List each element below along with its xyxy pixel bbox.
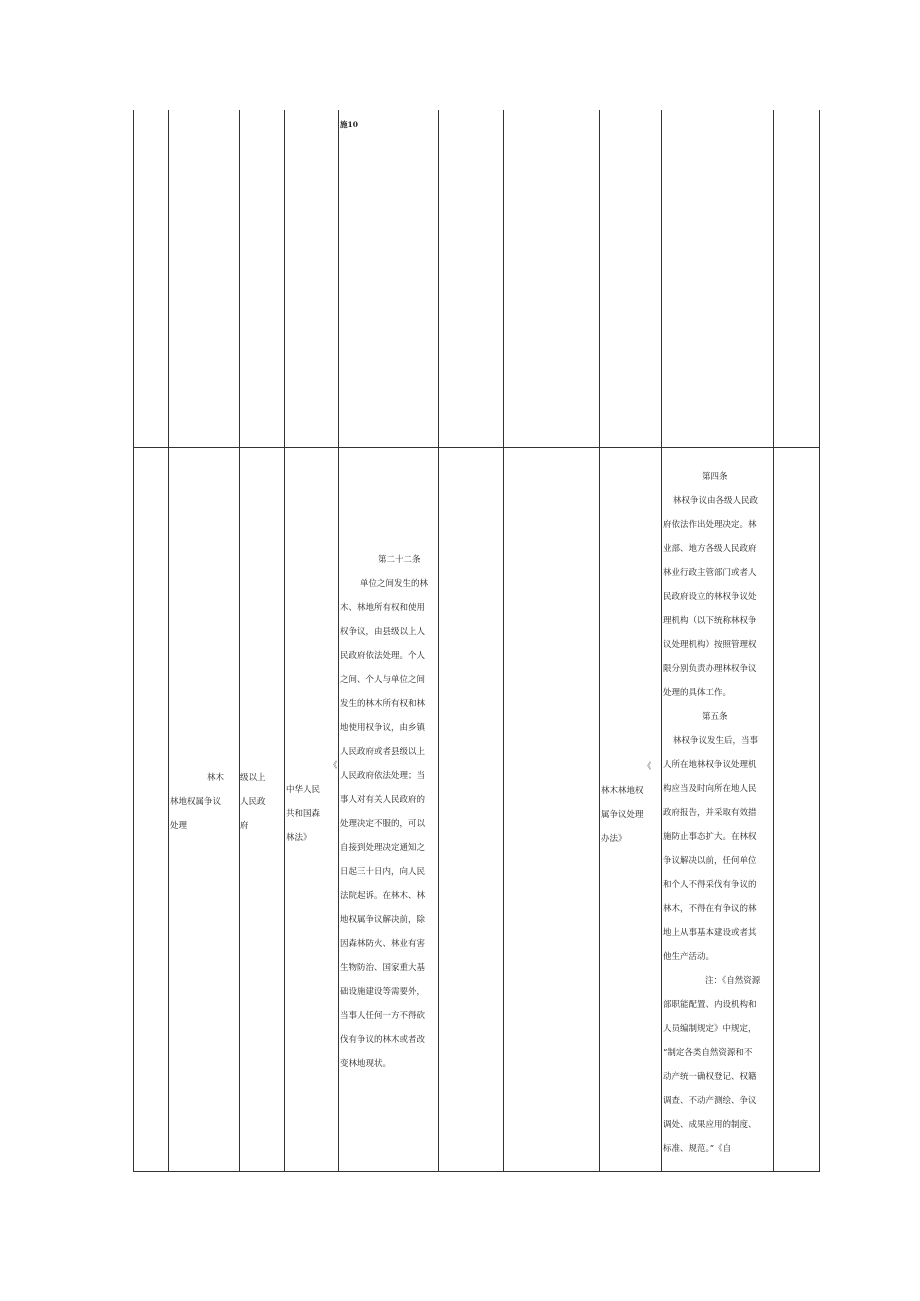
article-line: 法院起诉。在林木、林	[340, 891, 426, 901]
col-border-5	[438, 110, 439, 1172]
article-line: 人民政府依法处理；当	[340, 771, 426, 781]
article-line: 单位之间发生的林	[360, 579, 429, 589]
law-name-line: 共和国森	[286, 809, 321, 819]
top-row-cell-text: 施10	[340, 120, 358, 129]
article-line: 处理决定不服的，可以	[340, 819, 426, 829]
article-line: 林业行政主管部门或者人	[663, 568, 757, 578]
article-line: 因森林防火、林业有害	[340, 939, 426, 949]
article-line: 民政府依法处理。个人	[340, 651, 426, 661]
article-line: 林权争议由各级人民政	[673, 496, 759, 506]
article-line: 变林地现状。	[340, 1059, 392, 1069]
article-line: 议处理机构）按照管理权	[663, 640, 757, 650]
article-line: 限分别负责办理林权争议	[663, 664, 757, 674]
law-name-line: 林法》	[286, 833, 312, 843]
regulation-open-bracket: 《	[643, 762, 652, 772]
article-line: 府依法作出处理决定。林	[663, 520, 757, 530]
article-line: 林木，不得在有争议的林	[663, 904, 757, 914]
note-line: 调查、不动产测绘、争议	[663, 1096, 757, 1106]
law-open-bracket: 《	[329, 761, 338, 771]
note-line: 调处、成果应用的制度、	[663, 1120, 757, 1130]
col-border-8	[661, 110, 662, 1172]
article-line: 地上从事基本建设或者其	[663, 928, 757, 938]
note-line: 动产统一确权登记、权籍	[663, 1072, 757, 1082]
article-line: 人所在地林权争议处理机	[663, 760, 757, 770]
article-line: 处理的具体工作。	[663, 688, 732, 698]
article-line: 伐有争议的林木或者改	[340, 1035, 426, 1045]
article-line: 他生产活动。	[663, 952, 715, 962]
article-line: 日起三十日内，向人民	[340, 867, 426, 877]
row-border-bottom	[133, 1171, 820, 1172]
article-line: 地使用权争议，由乡镇	[340, 723, 426, 733]
law-name-line: 中华人民	[286, 785, 321, 795]
col-border-7	[599, 110, 600, 1172]
article-heading: 第二十二条	[378, 555, 421, 565]
article-heading: 第四条	[702, 472, 728, 482]
article-line: 林权争议发生后，当事	[673, 736, 759, 746]
regulation-name-line: 林木林地权	[601, 786, 644, 796]
article-line: 施防止事态扩大。在林权	[663, 832, 757, 842]
article-line: 争议解决以前，任何单位	[663, 856, 757, 866]
col-border-1	[168, 110, 169, 1172]
article-line: 构应当及时向所在地人民	[663, 784, 757, 794]
article-line: 当事人任何一方不得砍	[340, 1011, 426, 1021]
article-line: 之间、个人与单位之间	[340, 675, 426, 685]
article-line: 人民政府或者县级以上	[340, 747, 426, 757]
article-line: 发生的林木所有权和林	[340, 699, 426, 709]
authority-line: 级以上	[240, 773, 266, 783]
row-border-middle	[133, 447, 820, 448]
regulation-name-line: 办法》	[601, 834, 627, 844]
col-border-10	[819, 110, 820, 1172]
article-line: 理机构（以下统称林权争	[663, 616, 757, 626]
note-line: 注：《自然资源	[705, 976, 761, 986]
article-line: 政府报告，并采取有效措	[663, 808, 757, 818]
note-line: “制定各类自然资源和不	[663, 1048, 753, 1058]
article-line: 地权属争议解决前，除	[340, 915, 426, 925]
item-name-line: 处理	[170, 821, 188, 831]
authority-line: 人民政	[240, 797, 266, 807]
col-border-6	[503, 110, 504, 1172]
col-border-2	[239, 110, 240, 1172]
item-name-line: 林木	[207, 773, 225, 783]
col-border-0	[133, 110, 134, 1172]
col-border-3	[284, 110, 285, 1172]
article-line: 业部、地方各级人民政府	[663, 544, 757, 554]
regulation-name-line: 属争议处理	[601, 810, 644, 820]
note-line: 部职能配置、内设机构和	[663, 1000, 757, 1010]
article-line: 木、林地所有权和使用	[340, 603, 426, 613]
note-line: 人员编制规定》中规定，	[663, 1024, 757, 1034]
article-line: 础设施建设等需要外，	[340, 987, 426, 997]
item-name-line: 林地权属争议	[170, 797, 222, 807]
col-border-9	[773, 110, 774, 1172]
article-heading: 第五条	[702, 712, 728, 722]
col-border-4	[338, 110, 339, 1172]
article-line: 自接到处理决定通知之	[340, 843, 426, 853]
article-line: 民政府设立的林权争议处	[663, 592, 757, 602]
article-line: 事人对有关人民政府的	[340, 795, 426, 805]
article-line: 和个人不得采伐有争议的	[663, 880, 757, 890]
article-line: 权争议，由县级以上人	[340, 627, 426, 637]
authority-line: 府	[240, 821, 249, 831]
article-line: 生物防治、国家重大基	[340, 963, 426, 973]
note-line: 标准、规范。”《自	[663, 1144, 732, 1154]
